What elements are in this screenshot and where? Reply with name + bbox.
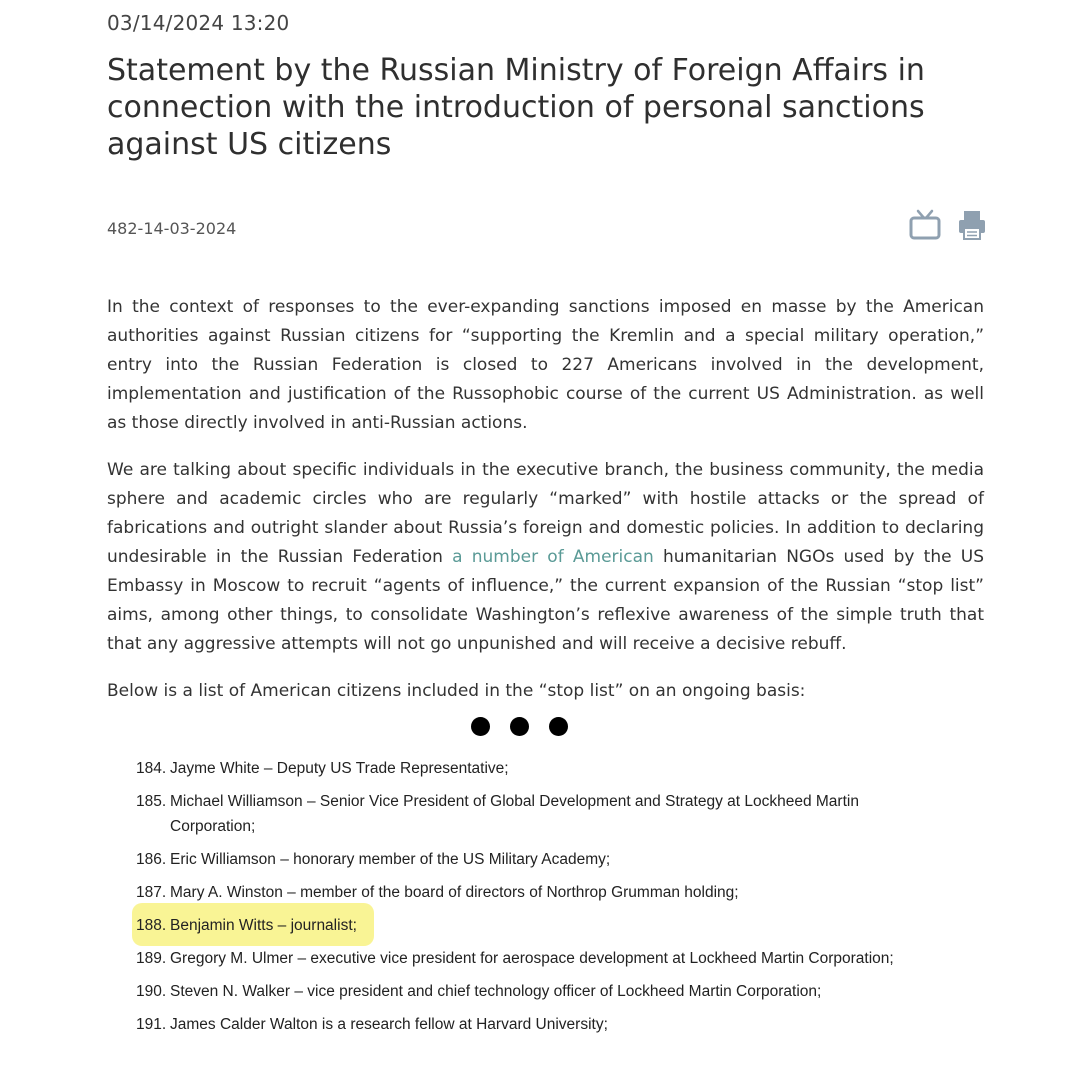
tv-icon[interactable]	[908, 208, 942, 242]
item-number: 191.	[136, 1015, 167, 1033]
item-number: 188.	[136, 916, 167, 934]
item-text: Mary A. Winston – member of the board of directors of Northrop Grumman holding;	[170, 883, 739, 901]
list-item	[136, 1013, 896, 1038]
paragraph-1: In the context of responses to the ever-expanding sanctions imposed en masse by the American authorities against Russian citizens for “supporting the Kremlin and a special military operation,” entry into the Russian Federation is closed to 227 Americans involved in the development, implementation and justification of the Russophobic course of the current US Administration. as well as those directly involved in anti-Russian actions.	[107, 297, 984, 433]
dot	[510, 717, 529, 736]
item-number: 185.	[136, 793, 167, 810]
dot	[549, 717, 568, 736]
article-title: Statement by the Russian Ministry of Foreign Affairs in connection with the introduction of personal sanctions against US citizens	[107, 53, 925, 162]
document-number: 482-14-03-2024	[107, 219, 237, 238]
list-item	[136, 947, 896, 972]
item-number: 186.	[136, 850, 167, 868]
item-text: Jayme White – Deputy US Trade Representative;	[170, 760, 509, 777]
item-text: Benjamin Witts – journalist;	[170, 916, 357, 934]
item-text: Steven N. Walker – vice president and chief technology officer of Lockheed Martin Corporation;	[170, 982, 822, 1000]
list-intro: Below is a list of American citizens included in the “stop list” on an ongoing basis:	[107, 681, 806, 701]
item-text: Gregory M. Ulmer – executive vice president for aerospace development at Lockheed Martin Corporation;	[170, 949, 894, 967]
list-item	[136, 757, 896, 782]
list-item-highlighted	[136, 914, 896, 939]
print-icon[interactable]	[955, 208, 989, 242]
list-item	[136, 881, 896, 906]
item-number: 187.	[136, 883, 167, 901]
list-item	[136, 790, 896, 839]
list-item	[136, 980, 896, 1005]
item-number: 189.	[136, 949, 167, 967]
paragraph-2-text-a: We are talking about specific individuals in the executive branch, the business community, the media sphere and academic circles who are regularly “marked” with hostile attacks or the spread of fabrications and outright slander about Russia’s foreign and domestic policies. In addition to declaring undesirable in the Russian Federation	[107, 460, 984, 567]
stop-list	[136, 757, 896, 1046]
publish-date: 03/14/2024 13:20	[107, 11, 290, 35]
dot	[471, 717, 490, 736]
list-item	[136, 848, 896, 873]
paragraph-2	[107, 456, 984, 659]
ngo-link[interactable]: a number of American	[452, 547, 654, 567]
item-number: 190.	[136, 982, 167, 1000]
item-text: Michael Williamson – Senior Vice President of Global Development and Strategy at Lockheed Martin Corporation;	[170, 793, 859, 835]
item-text: James Calder Walton is a research fellow at Harvard University;	[170, 1015, 608, 1033]
item-text: Eric Williamson – honorary member of the US Military Academy;	[170, 850, 611, 868]
paragraph-2-text-b: humanitarian NGOs used by the US Embassy in Moscow to recruit “agents of influence,” the current expansion of the Russian “stop list” aims, among other things, to consolidate Washington’s reflexive awareness of the simple truth that that any aggressive attempts will not go unpunished and will receive a decisive rebuff.	[107, 547, 984, 654]
bottom-crop	[0, 1050, 1080, 1080]
article-body	[107, 293, 984, 724]
item-number: 184.	[136, 760, 167, 777]
ellipsis-dots	[470, 717, 580, 737]
